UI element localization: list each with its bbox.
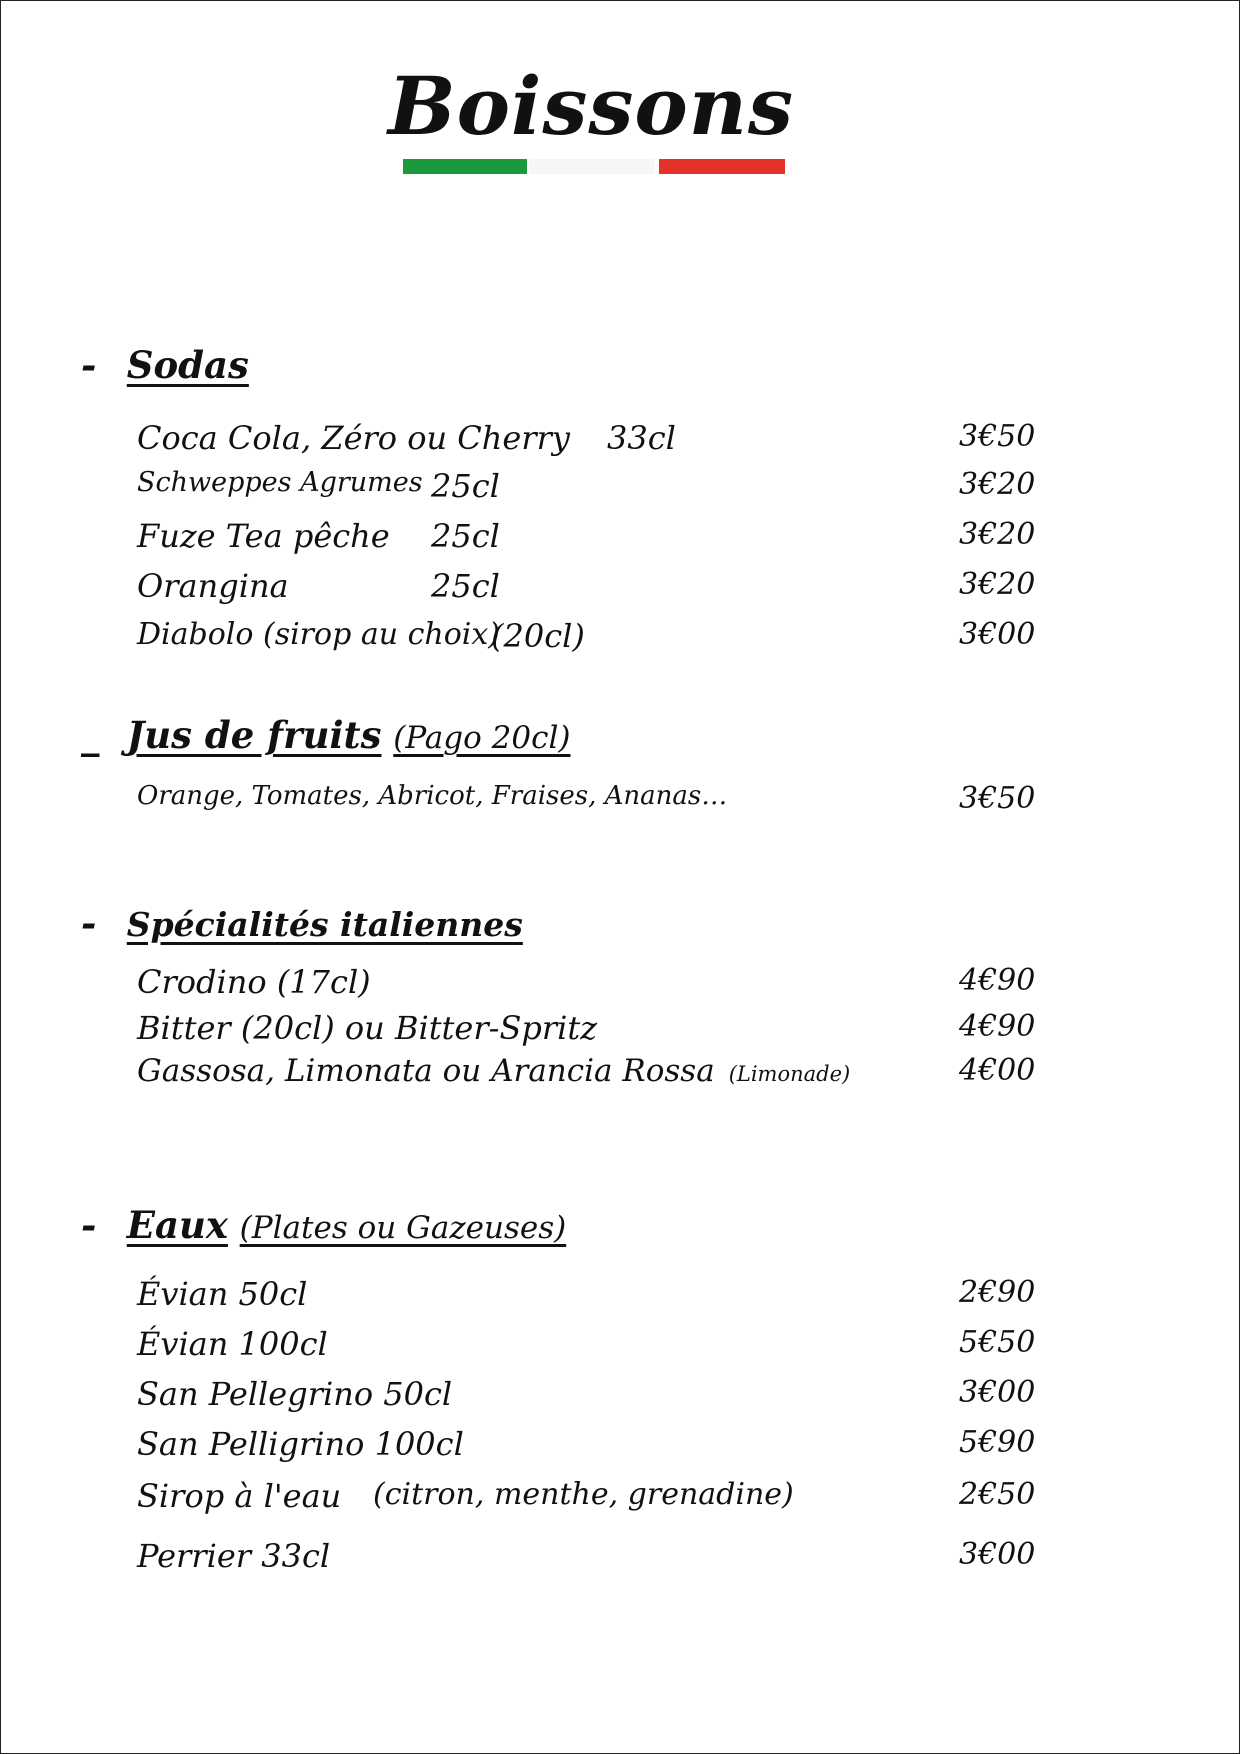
item-size: 25cl [431, 517, 500, 555]
item-name: Bitter (20cl) ou Bitter-Spritz [137, 1009, 598, 1047]
item-price: 4€90 [959, 963, 1036, 998]
item-price: 2€50 [959, 1477, 1036, 1512]
heading-note: (Plates ou Gazeuses) [239, 1210, 567, 1246]
item-name-text: Gassosa, Limonata ou Arancia Rossa [137, 1053, 715, 1089]
menu-title: Boissons [387, 59, 794, 153]
item-price: 4€90 [959, 1009, 1036, 1044]
item-price: 2€90 [959, 1275, 1036, 1310]
item-price: 5€50 [959, 1325, 1036, 1360]
item-price: 3€00 [959, 1537, 1036, 1572]
item-size: (citron, menthe, grenadine) [373, 1477, 794, 1512]
flag-stripe-white [529, 159, 655, 174]
menu-item [137, 1275, 1037, 1315]
section-heading-sodas [81, 343, 249, 387]
item-price: 5€90 [959, 1425, 1036, 1460]
item-name: Évian 100cl [137, 1325, 328, 1363]
item-price: 3€20 [959, 567, 1036, 602]
item-price: 3€50 [959, 419, 1036, 454]
item-name: Diabolo (sirop au choix) [137, 617, 500, 652]
item-price: 3€20 [959, 467, 1036, 502]
item-name: Schweppes Agrumes [137, 467, 423, 498]
item-name: Coca Cola, Zéro ou Cherry [137, 419, 570, 457]
item-name: Orangina [137, 567, 289, 605]
item-size: 25cl [431, 567, 500, 605]
menu-item [137, 567, 1037, 607]
heading-dash: _ [81, 713, 100, 757]
flag-stripe-green [403, 159, 527, 174]
menu-item [137, 1325, 1037, 1365]
heading-dash: - [81, 901, 97, 945]
menu-item [137, 419, 1037, 459]
menu-item [137, 1425, 1037, 1465]
menu-item [137, 1537, 1037, 1577]
menu-item [137, 1009, 1037, 1049]
heading-name: Sodas [126, 343, 249, 387]
heading-name: Jus de fruits [126, 713, 382, 757]
heading-name: Spécialités italiennes [126, 905, 523, 944]
item-price: 3€20 [959, 517, 1036, 552]
item-name: Évian 50cl [137, 1275, 308, 1313]
item-name: Fuze Tea pêche [137, 517, 390, 555]
section-heading-jus-de-fruits [81, 713, 570, 757]
flag-stripe-red [659, 159, 785, 174]
item-size: (20cl) [491, 617, 585, 655]
menu-item [137, 617, 1037, 657]
menu-item [137, 517, 1037, 557]
menu-item [137, 1477, 1037, 1517]
item-size: 33cl [607, 419, 676, 457]
item-price: 3€50 [959, 781, 1036, 816]
menu-item [137, 963, 1037, 1003]
heading-dash: - [81, 343, 97, 387]
heading-name: Eaux [126, 1203, 228, 1247]
item-note: (Limonade) [728, 1062, 851, 1086]
item-name [137, 1053, 850, 1089]
item-name: Sirop à l'eau [137, 1477, 342, 1515]
section-heading-specialites-italiennes [81, 901, 523, 945]
menu-item [137, 1375, 1037, 1415]
item-size: 25cl [431, 467, 500, 505]
menu-item [137, 467, 1037, 507]
heading-note: (Pago 20cl) [393, 720, 571, 756]
item-name: Orange, Tomates, Abricot, Fraises, Ananas… [137, 781, 728, 811]
item-name: San Pelligrino 100cl [137, 1425, 464, 1463]
item-price: 3€00 [959, 617, 1036, 652]
section-heading-eaux [81, 1203, 566, 1247]
item-price: 3€00 [959, 1375, 1036, 1410]
menu-item [137, 781, 1037, 821]
item-name: Perrier 33cl [137, 1537, 331, 1575]
item-name: San Pellegrino 50cl [137, 1375, 453, 1413]
menu-item [137, 1053, 1037, 1093]
item-price: 4€00 [959, 1053, 1036, 1088]
item-name: Crodino (17cl) [137, 963, 371, 1001]
heading-dash: - [81, 1203, 97, 1247]
